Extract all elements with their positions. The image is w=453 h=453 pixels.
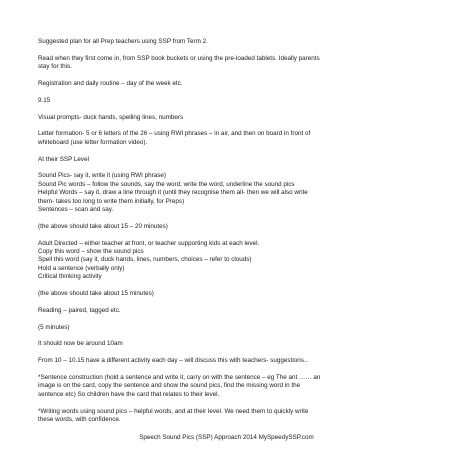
- text-line: Letter formation- 5 or 6 letters of the 26 – using RWI phrases – in air, and then on board in front of: [38, 130, 311, 138]
- text-line: Helpful Words – say it, draw a line through it (until they recognise them all- then we will also write: [38, 189, 308, 197]
- text-line: Critical thinking activity: [38, 273, 102, 281]
- paragraph: [38, 324, 415, 332]
- paragraph: [38, 172, 415, 214]
- text-line: Hold a sentence (verbally only): [38, 264, 125, 272]
- paragraph: [38, 408, 415, 425]
- page-footer: Speech Sound Pics (SSP) Approach 2014 MySpeedySSP.com: [139, 434, 314, 441]
- text-line: (the above should take about 15 – 20 minutes): [38, 222, 168, 230]
- text-line: Sound Pic words – follow the sounds, say the word, write the word, underline the sound pics: [38, 180, 295, 188]
- text-line: Adult Directed – either teacher at front, or teacher supporting kids at each level.: [38, 239, 260, 247]
- text-line: *Sentence construction (hold a sentence and write it, carry on with the sentence – eg The ant …… an: [38, 374, 321, 382]
- text-line: Spell this word (say it, duck hands, lines, numbers, choices – refer to clouds): [38, 256, 252, 264]
- text-line: 9.15: [38, 96, 51, 104]
- paragraph: [38, 307, 415, 315]
- text-line: Read when they first come in, from SSP book buckets or using the pre-loaded tablets. Ideally parents: [38, 54, 320, 62]
- text-line: Suggested plan for all Prep teachers using SSP from Term 2.: [38, 38, 208, 45]
- paragraph: [38, 38, 415, 46]
- text-line: From 10 – 10.15 have a different activity each day – will discuss this with teachers- suggestions..: [38, 357, 308, 365]
- text-line: Sound Pics- say it, write it (using RWI phrase): [38, 172, 166, 180]
- text-line: (the above should take about 15 minutes): [38, 290, 154, 298]
- text-line: It should now be around 10am: [38, 340, 123, 348]
- paragraph: [38, 223, 415, 231]
- paragraph: [38, 80, 415, 88]
- paragraph: [38, 290, 415, 298]
- text-line: image is on the card, copy the sentence and show the sound pics, find the missing word in the: [38, 382, 301, 390]
- text-line: Copy this word – show the sound pics: [38, 248, 144, 256]
- paragraph: [38, 130, 415, 147]
- text-line: Reading – paired, tagged etc.: [38, 306, 121, 314]
- text-line: them- takes too long to write them initially, for Preps): [38, 197, 185, 205]
- text-line: whiteboard (use letter formation video).: [38, 138, 148, 146]
- text-line: Visual prompts- duck hands, spelling lines, numbers: [38, 113, 184, 121]
- text-line: sentence etc) So children have the card that relates to their level.: [38, 390, 220, 398]
- text-line: At their SSP Level: [38, 155, 89, 163]
- text-line: these words, with confidence.: [38, 416, 121, 424]
- paragraph: [38, 374, 415, 399]
- text-line: Registration and daily routine – day of the week etc.: [38, 80, 183, 87]
- paragraph: [38, 97, 415, 105]
- paragraph: [38, 156, 415, 164]
- text-line: *Writing words using sound pics – helpful words, and at their level. We need them to quickly write: [38, 407, 309, 415]
- text-line: (5 minutes): [38, 323, 70, 331]
- text-line: stay for this.: [38, 63, 72, 71]
- document-body: [38, 38, 415, 424]
- paragraph: [38, 114, 415, 122]
- text-line: Sentences – scan and say.: [38, 206, 114, 214]
- paragraph: [38, 240, 415, 282]
- paragraph: [38, 357, 415, 365]
- paragraph: [38, 55, 415, 72]
- paragraph: [38, 340, 415, 348]
